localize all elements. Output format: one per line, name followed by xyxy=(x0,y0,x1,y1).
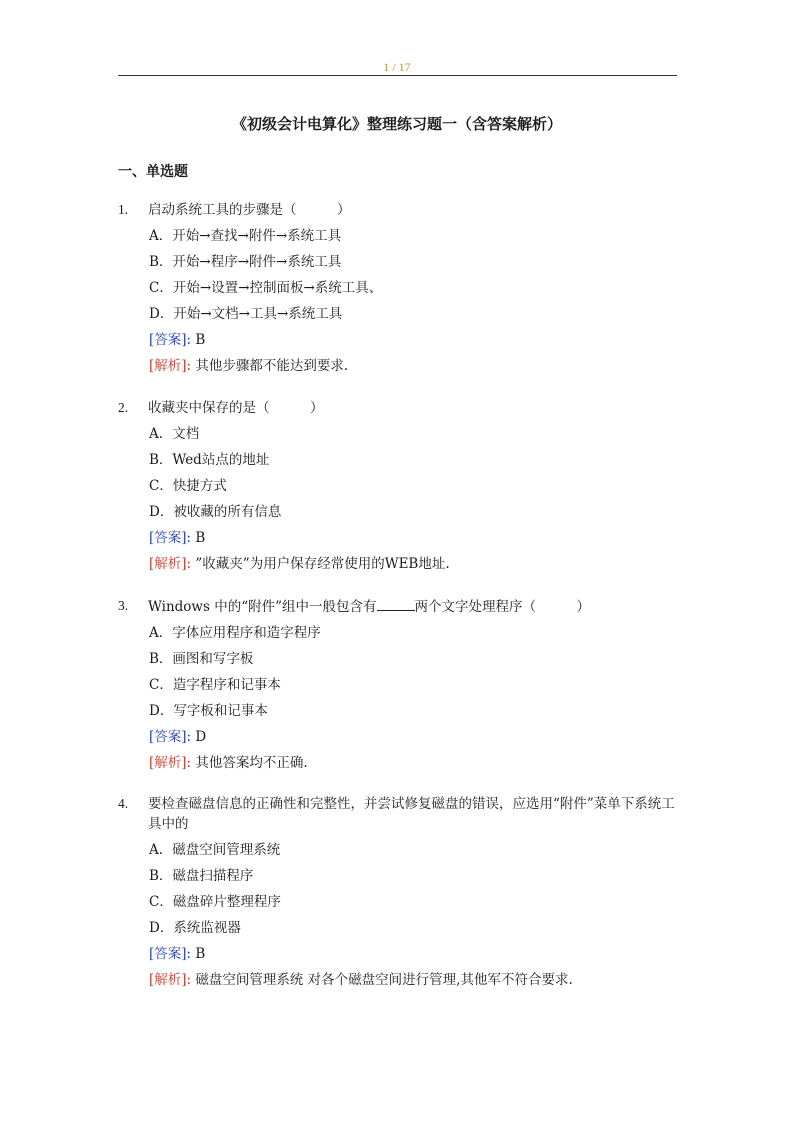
answer-label: [答案]: xyxy=(149,946,192,962)
question-text-after: 两个文字处理程序（ ） xyxy=(414,599,590,615)
option-c: C．造字程序和记事本 xyxy=(149,677,281,693)
answer-label: [答案]: xyxy=(149,729,192,745)
option-a: A．字体应用程序和造字程序 xyxy=(149,625,321,641)
answer-line xyxy=(118,727,678,747)
question-stem xyxy=(118,398,678,418)
option-d: D．被收藏的所有信息 xyxy=(149,504,282,520)
answer-value: B xyxy=(195,946,206,962)
answer-line xyxy=(118,330,678,350)
fill-blank xyxy=(377,596,415,611)
explanation-text: ”收藏夹”为用户保存经常使用的WEB地址. xyxy=(195,556,450,572)
section-title: 一、单选题 xyxy=(118,164,188,180)
option-c: C．快捷方式 xyxy=(149,478,227,494)
explanation-text: 磁盘空间管理系统 对各个磁盘空间进行管理,其他军不符合要求. xyxy=(195,972,573,988)
answer-value: B xyxy=(195,530,206,546)
question-stem xyxy=(118,794,678,834)
question-text: 要检查磁盘信息的正确性和完整性，并尝试修复磁盘的错误，应选用“附件”菜单下系统工具中的 xyxy=(148,796,675,832)
question-number: 3. xyxy=(118,598,129,613)
document-title: 《初级会计电算化》整理练习题一（含答案解析） xyxy=(231,115,562,133)
question-number: 2. xyxy=(118,400,129,415)
explanation-label: [解析]: xyxy=(149,358,192,374)
option-d: D．写字板和记事本 xyxy=(149,703,268,719)
answer-label: [答案]: xyxy=(149,332,192,348)
question-2 xyxy=(118,398,678,580)
option-d: D．系统监视器 xyxy=(149,920,241,936)
answer-label: [答案]: xyxy=(149,530,192,546)
explanation-text: 其他答案均不正确. xyxy=(195,755,308,771)
question-4 xyxy=(118,794,678,996)
question-number: 1. xyxy=(118,202,129,217)
page-number: 1 / 17 xyxy=(383,60,411,74)
option-a: A．开始→查找→附件→系统工具 xyxy=(149,228,342,244)
answer-line xyxy=(118,944,678,964)
explanation-label: [解析]: xyxy=(149,556,192,572)
option-b: B．画图和写字板 xyxy=(149,651,254,667)
question-number: 4. xyxy=(118,796,129,811)
answer-value: D xyxy=(195,729,207,745)
explanation-line xyxy=(118,554,678,574)
answer-value: B xyxy=(195,332,206,348)
answer-line xyxy=(118,528,678,548)
option-a: A．文档 xyxy=(149,426,200,442)
explanation-line xyxy=(118,753,678,773)
explanation-label: [解析]: xyxy=(149,755,192,771)
option-c: C．磁盘碎片整理程序 xyxy=(149,894,281,910)
option-c: C．开始→设置→控制面板→系统工具、 xyxy=(149,280,383,296)
explanation-text: 其他步骤都不能达到要求. xyxy=(195,358,349,374)
option-b: B．开始→程序→附件→系统工具 xyxy=(149,254,342,270)
question-text-before: Windows 中的“附件”组中一般包含有 xyxy=(148,599,377,615)
option-b: B．磁盘扫描程序 xyxy=(149,868,254,884)
explanation-label: [解析]: xyxy=(149,972,192,988)
explanation-line xyxy=(118,356,678,376)
question-text: 收藏夹中保存的是（ ） xyxy=(148,400,324,416)
question-3 xyxy=(118,596,678,779)
question-text: 启动系统工具的步骤是（ ） xyxy=(148,202,351,218)
explanation-line xyxy=(118,970,678,990)
question-1 xyxy=(118,200,678,382)
option-a: A．磁盘空间管理系统 xyxy=(149,842,281,858)
question-stem xyxy=(118,596,678,617)
question-stem xyxy=(118,200,678,220)
option-b: B．Wed站点的地址 xyxy=(149,452,270,468)
option-d: D．开始→文档→工具→系统工具 xyxy=(149,306,343,322)
header-divider xyxy=(118,75,677,76)
